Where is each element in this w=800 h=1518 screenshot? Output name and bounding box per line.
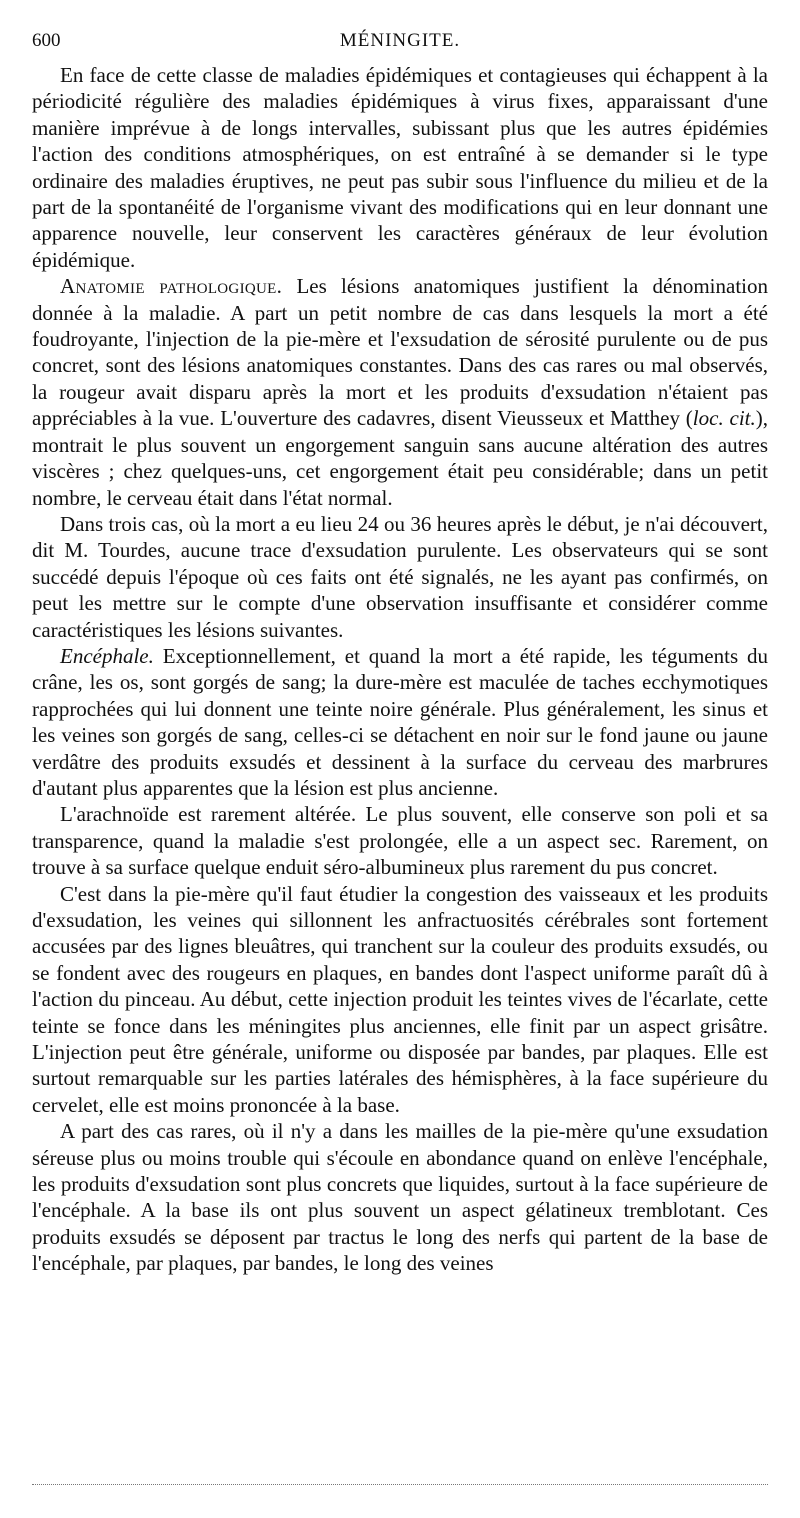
paragraph-exsudation: A part des cas rares, où il n'y a dans les mailles de la pie-mère qu'une exsudation séreuse plus ou moins trouble qui s'écoule en abondance quand on enlève l'encéphale, les produits d'exsudation sont plus concrets que liquides, surtout à la face supérieure de l'encéphale. A la base ils ont plus souvent un aspect gélatineux tremblotant. Ces produits exsudés se déposent par tractus le long des nerfs qui partent de la base de l'encéphale, par plaques, par bandes, le long des veines — [32, 1119, 768, 1276]
body-text — [32, 62, 768, 1277]
paragraph-anatomie-text-b: ), montrait le plus souvent un engorgement sanguin sans aucune altération des autres viscères ; chez quelques-uns, cet engorgement était peu considérable; dans un petit nombre, le cerveau était dans l'état normal. — [32, 406, 769, 510]
paragraph-intro: En face de cette classe de maladies épidémiques et contagieuses qui échappent à la périodicité régulière des maladies épidémiques à virus fixes, apparaissant d'une manière imprévue à de longs intervalles, subissant plus que les autres épidémies l'action des conditions atmosphériques, on est entraîné à se demander si le type ordinaire des maladies éruptives, ne peut pas subir sous l'influence du milieu et de la part de la spontanéité de l'organisme vivant des modifications qui en leur donnant une apparence nouvelle, leur conservent les caractères généraux de leur évolution épidémique. — [32, 63, 768, 272]
paragraph-anatomie-text-a: Les lésions anatomiques justifient la dénomination donnée à la maladie. A part un petit nombre de cas dans lesquels la mort a été foudroyante, l'injection de la pie-mère et l'exsudation de sérosité purulente ou de pus concret, sont des lésions anatomiques constantes. Dans des cas rares ou mal observés, la rougeur avait disparu après la mort et les produits d'exsudation n'étaient pas appréciables à la vue. L'ouverture des cadavres, disent Vieusseux et Matthey ( — [32, 274, 768, 431]
section-heading-encephale: Encéphale. — [60, 643, 154, 668]
section-heading-anatomie: Anatomie pathologique. — [60, 274, 283, 299]
paragraph-encephale-text: Exceptionnellement, et quand la mort a été rapide, les téguments du crâne, les os, sont gorgés de sang; la dure-mère est maculée de taches ecchymotiques rapprochées qui lui donnent une teinte noire générale. Plus généralement, les sinus et les veines son gorgés de sang, celles-ci se détachent en noir sur le fond jaune ou jaune verdâtre des produits exsudés et dessinent à la surface du cerveau des marbrures d'autant plus apparentes que la lésion est plus ancienne. — [32, 643, 768, 800]
paragraph-arachnoide: L'arachnoïde est rarement altérée. Le plus souvent, elle conserve son poli et sa transparence, quand la maladie s'est prolongée, elle a un aspect sec. Rarement, on trouve à sa surface quelque enduit séro-albumineux plus rarement du pus concret. — [32, 802, 768, 880]
running-title: MÉNINGITE. — [339, 30, 461, 51]
page-header — [32, 30, 768, 54]
page-number: 600 — [32, 30, 61, 51]
citation: loc. cit. — [692, 406, 756, 431]
paragraph-tourdes: Dans trois cas, où la mort a eu lieu 24 ou 36 heures après le début, je n'ai découvert, dit M. Tourdes, aucune trace d'exsudation purulente. Les observateurs qui se sont succédé depuis l'époque où ces faits ont été signalés, ne les ayant pas confirmés, on peut les mettre sur le compte d'une observation insuffisante et considérer comme caractéristiques les lésions suivantes. — [32, 511, 768, 642]
paragraph-encephale — [32, 643, 768, 801]
footer-rule — [32, 1484, 768, 1485]
paragraph-pie-mere: C'est dans la pie-mère qu'il faut étudier la congestion des vaisseaux et les produits d'exsudation, les veines qui sillonnent les anfractuosités cérébrales sont fortement accusées par des lignes bleuâtres, qui tranchent sur la couleur des produits exsudés, ou se fondent avec des rougeurs en plaques, en bandes dont l'aspect uniforme paraît dû à l'action du pinceau. Au début, cette injection produit les teintes vives de l'écarlate, cette teinte se fonce dans les méningites plus anciennes, elle finit par un aspect grisâtre. L'injection peut être générale, uniforme ou disposée par bandes, par plaques. Elle est surtout remarquable sur les parties latérales des hémisphères, à la face supérieure du cervelet, elle est moins prononcée à la base. — [32, 881, 768, 1117]
paragraph-anatomie — [32, 273, 768, 511]
